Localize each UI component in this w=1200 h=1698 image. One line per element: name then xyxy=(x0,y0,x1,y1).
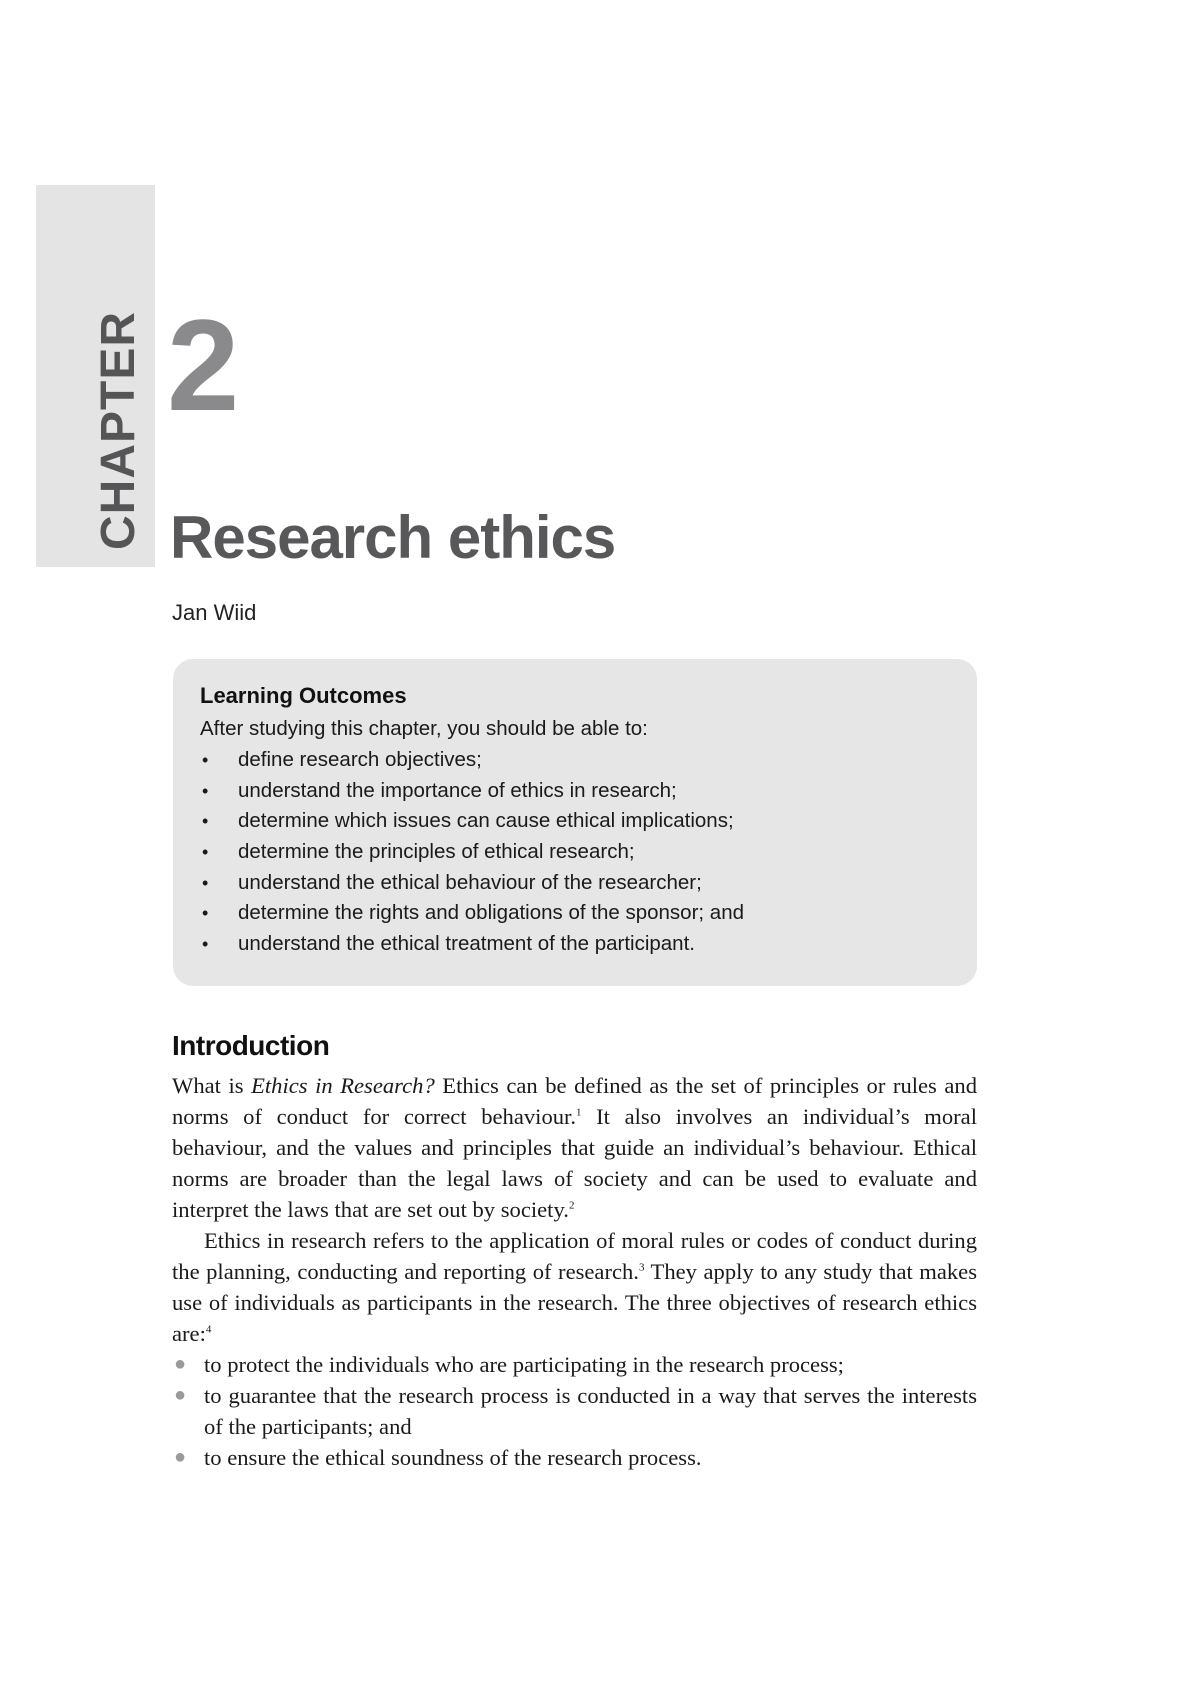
chapter-title: Research ethics xyxy=(170,504,616,571)
learning-outcomes-intro: After studying this chapter, you should be able to: xyxy=(200,717,648,740)
chapter-label: CHAPTER xyxy=(92,310,145,550)
list-item-text: to guarantee that the research process is conducted in a way that serves the interests of the participants; and xyxy=(204,1383,977,1439)
list-item-text: understand the ethical treatment of the participant. xyxy=(238,932,695,956)
chapter-number: 2 xyxy=(167,292,240,438)
objectives-list xyxy=(172,1349,977,1473)
list-item-text: to ensure the ethical soundness of the research process. xyxy=(204,1445,702,1470)
list-item xyxy=(200,837,951,868)
text-span: It also involves an individual’s moral behaviour, and the values and principles that guide an individual’s behaviour. Ethical norms are broader than the legal laws of society and can be used to evaluate and interpret the laws that are set out by society. xyxy=(172,1104,977,1222)
list-item-text: determine which issues can cause ethical implications; xyxy=(238,809,734,833)
introduction-body xyxy=(172,1070,977,1473)
bullet-icon: • xyxy=(202,903,209,924)
bullet-icon: • xyxy=(202,811,209,832)
list-item-text: determine the rights and obligations of the sponsor; and xyxy=(238,901,744,925)
bullet-icon: • xyxy=(202,750,209,770)
list-item xyxy=(200,806,951,837)
text-span: What is xyxy=(172,1073,252,1098)
footnote-ref: 1 xyxy=(575,1106,582,1119)
text-span: Ethics in research refers to the application of moral rules or codes of conduct during the planning, conducting and reporting of research. xyxy=(172,1228,977,1284)
footnote-ref: 3 xyxy=(638,1261,645,1274)
list-item xyxy=(200,776,951,807)
text-span: Ethics can be defined as the set of principles or rules and norms of conduct for correct behaviour. xyxy=(172,1073,978,1129)
list-item xyxy=(200,898,951,929)
list-item xyxy=(172,1380,977,1442)
learning-outcomes-heading: Learning Outcomes xyxy=(200,683,407,708)
introduction-heading: Introduction xyxy=(172,1030,330,1061)
learning-outcomes-box xyxy=(173,659,977,986)
bullet-icon: • xyxy=(202,872,209,893)
list-item-text: determine the principles of ethical research; xyxy=(238,840,635,864)
list-item-text: to protect the individuals who are participating in the research process; xyxy=(204,1352,844,1377)
footnote-ref: 4 xyxy=(205,1323,212,1336)
paragraph xyxy=(172,1070,977,1225)
list-item xyxy=(172,1442,977,1473)
paragraph xyxy=(172,1225,977,1349)
italic-term: Ethics in Research? xyxy=(251,1073,435,1098)
bullet-icon: ● xyxy=(174,1384,187,1406)
bullet-icon: • xyxy=(202,780,209,801)
author-name: Jan Wiid xyxy=(172,600,257,625)
bullet-icon: • xyxy=(202,934,209,955)
list-item xyxy=(200,929,951,960)
list-item xyxy=(200,745,951,776)
list-item-text: understand the importance of ethics in research; xyxy=(238,778,677,802)
learning-outcomes-list xyxy=(200,745,951,960)
list-item xyxy=(200,868,951,899)
list-item-text: understand the ethical behaviour of the researcher; xyxy=(238,870,702,894)
list-item-text: define research objectives; xyxy=(238,748,482,771)
text-span: They apply to any study that makes use of individuals as participants in the research. The three objectives of research ethics are: xyxy=(172,1259,978,1346)
list-item xyxy=(172,1349,977,1380)
bullet-icon: • xyxy=(202,842,209,863)
footnote-ref: 2 xyxy=(568,1199,575,1212)
bullet-icon: ● xyxy=(174,1446,187,1468)
bullet-icon: ● xyxy=(174,1353,187,1375)
